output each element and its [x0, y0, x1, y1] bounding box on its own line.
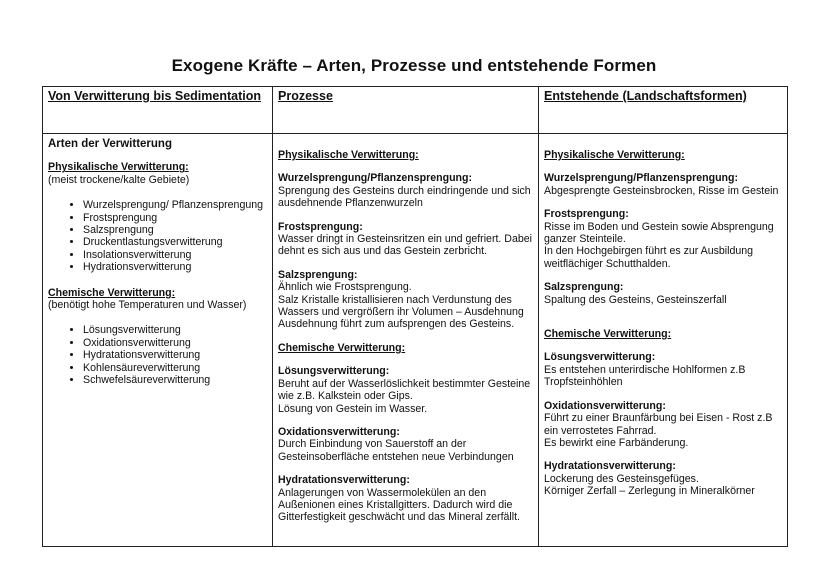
list-item: • Lösungsverwitterung: [83, 324, 267, 336]
physical-heading: Physikalische Verwitterung:: [278, 149, 419, 161]
header-row: [43, 87, 788, 134]
content-table: [42, 86, 788, 547]
list-item: • Kohlensäureverwitterung: [83, 362, 267, 374]
form-text: Es bewirkt eine Farbänderung.: [544, 436, 689, 449]
list-item: • Druckentlastungsverwitterung: [83, 236, 267, 248]
list-item: • Oxidationsverwitterung: [83, 337, 267, 349]
chemical-heading: Chemische Verwitterung:: [544, 328, 672, 341]
process-text: Beruht auf der Wasserlöslichkeit bestimmter Gesteine wie z.B. Kalkstein oder Gips.: [278, 377, 531, 403]
list-item: • Insolationsverwitterung: [83, 249, 267, 261]
process-text: Wasser dringt in Gesteinsritzen ein und gefriert. Dabei dehnt es sich aus und das Gestein zerbricht.: [278, 233, 532, 258]
process-heading: Hydratationsverwitterung:: [278, 474, 410, 487]
process-heading: Salzsprengung:: [278, 268, 358, 281]
list-item: • Schwefelsäureverwitterung: [83, 374, 267, 386]
form-heading: Oxidationsverwitterung:: [544, 399, 666, 412]
cell-prozesse: [273, 134, 539, 547]
form-heading: Lösungsverwitterung:: [544, 351, 656, 364]
form-text: Lockerung des Gesteinsgefüges.: [544, 472, 699, 485]
physical-note: (meist trockene/kalte Gebiete): [48, 173, 190, 186]
process-text: Anlagerungen von Wassermolekülen an den Außenionen eines Kristallgitters. Dadurch wird die Gitterfestigkeit geschwächt und das Mineral zerfällt.: [278, 486, 521, 524]
form-heading: Wurzelsprengung/Pflanzensprengung:: [544, 172, 739, 185]
form-text: Es entstehen unterirdische Hohlformen z.B Tropfsteinhöhlen: [544, 363, 746, 389]
physical-list: [48, 199, 267, 273]
header-col3: Entstehende (Landschaftsformen): [539, 87, 788, 134]
list-item: • Hydrationsverwitterung: [83, 261, 267, 273]
process-heading: Lösungsverwitterung:: [278, 365, 390, 378]
form-text: Risse im Boden und Gestein sowie Absprengung ganzer Steinteile.: [544, 220, 774, 246]
process-text: Durch Einbindung von Sauerstoff an der Gesteinsoberfläche entstehen neue Verbindungen: [278, 438, 514, 463]
header-col2: Prozesse: [273, 87, 539, 134]
process-heading: Frostsprengung:: [278, 220, 363, 233]
form-text: Führt zu einer Braunfärbung bei Eisen - Rost z.B ein verrostetes Fahrrad.: [544, 412, 773, 437]
header-col1: Von Verwitterung bis Sedimentation: [43, 87, 273, 134]
form-text: Abgesprengte Gesteinsbrocken, Risse im Gestein: [544, 184, 779, 197]
form-text: Spaltung des Gesteins, Gesteinszerfall: [544, 293, 727, 306]
chemical-note: (benötigt hohe Temperaturen und Wasser): [48, 299, 247, 312]
list-item: • Salzsprengung: [83, 224, 267, 236]
process-text: Ähnlich wie Frostsprengung.: [278, 281, 412, 294]
physical-heading: Physikalische Verwitterung:: [48, 161, 189, 174]
process-text: Salz Kristalle kristallisieren nach Verdunstung des Wassers und vergrößern ihr Volumen – Ausdehnung Ausdehnung führt zum aufsprengen des Gesteins.: [278, 293, 524, 331]
chemical-list: [48, 324, 267, 386]
process-text: Lösung von Gestein im Wasser.: [278, 402, 428, 415]
process-heading: Wurzelsprengung/Pflanzensprengung:: [278, 172, 473, 185]
form-text: Körniger Zerfall – Zerlegung in Mineralkörner: [544, 485, 755, 498]
content-row: [43, 134, 788, 547]
form-heading: Salzsprengung:: [544, 281, 624, 294]
physical-heading: Physikalische Verwitterung:: [544, 149, 685, 161]
list-item: • Frostsprengung: [83, 212, 267, 224]
chemical-heading: Chemische Verwitterung:: [48, 286, 176, 299]
list-item: • Wurzelsprengung/ Pflanzensprengung: [83, 199, 267, 211]
form-heading: Hydratationsverwitterung:: [544, 460, 676, 473]
cell-landschaftsformen: [539, 134, 788, 547]
form-text: In den Hochgebirgen führt es zur Ausbildung weitflächiger Schutthalden.: [544, 245, 754, 270]
section-title: Arten der Verwitterung: [48, 138, 172, 150]
form-heading: Frostsprengung:: [544, 208, 629, 221]
list-item: • Hydratationsverwitterung: [83, 349, 267, 361]
process-heading: Oxidationsverwitterung:: [278, 425, 400, 438]
cell-verwitterung-arten: [43, 134, 273, 547]
chemical-heading: Chemische Verwitterung:: [278, 341, 406, 354]
process-text: Sprengung des Gesteins durch eindringende und sich ausdehnende Pflanzenwurzeln: [278, 184, 531, 210]
page-title: Exogene Kräfte – Arten, Prozesse und entstehende Formen: [171, 56, 657, 75]
